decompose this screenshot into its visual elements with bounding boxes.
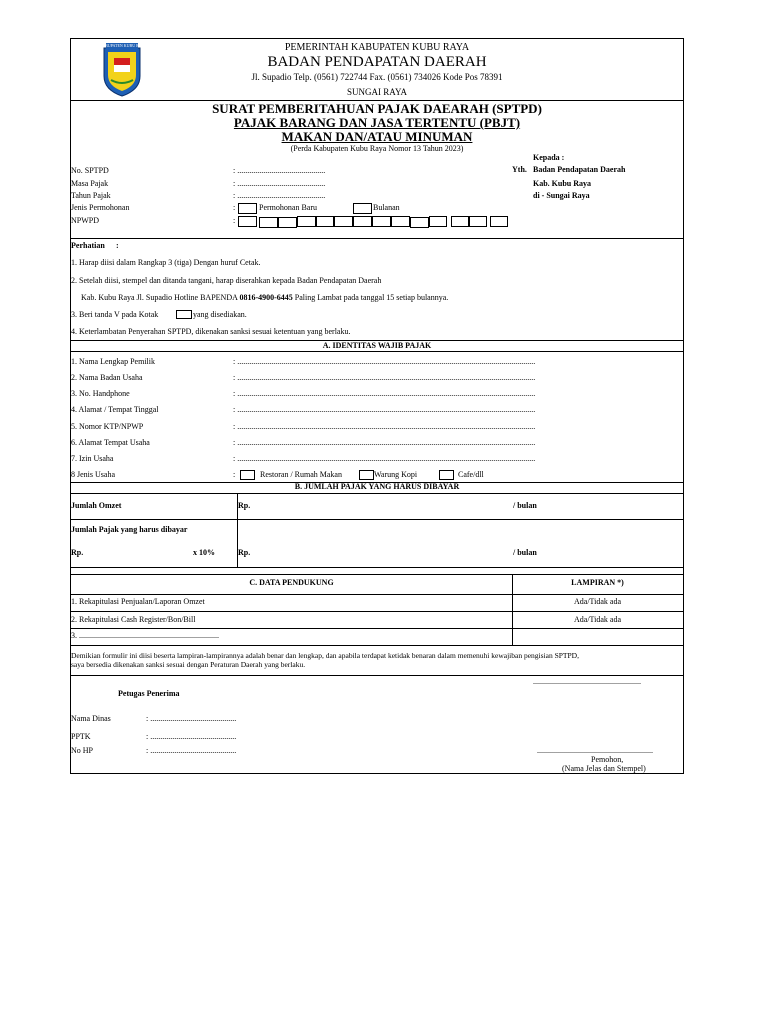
pemohon-note: (Nama Jelas dan Stempel) [562,764,646,773]
no-hp-label: No HP [71,746,94,755]
field-izin-label: 7. Izin Usaha [71,454,114,463]
masa-pajak-field[interactable]: : ............................................ [233,179,326,188]
field-ktp-label: 5. Nomor KTP/NPWP [71,422,144,431]
note-1: 1. Harap diisi dalam Rangkap 3 (tiga) Dengan huruf Cetak. [71,258,261,267]
option-cafe: Cafe/dll [458,470,484,479]
no-sptpd-field[interactable]: : ............................................ [233,166,326,175]
label-no-sptpd: No. SPTPD [71,166,109,175]
note-2: 2. Setelah diisi, stempel dan ditanda tangani, harap diserahkan kepada Badan Pendapatan Daerah [71,276,382,285]
section-b-title: B. JUMLAH PAJAK YANG HARUS DIBAYAR [294,482,460,491]
section-c-title: C. DATA PENDUKUNG [249,578,334,587]
omzet-input[interactable] [261,497,511,515]
checkbox-permohonan-baru[interactable] [238,203,257,214]
recipient-yth: Yth. [512,165,527,174]
data-row-3-label[interactable]: 3. ...................................................................... [71,631,219,640]
field-handphone-label: 3. No. Handphone [71,389,130,398]
label-masa-pajak: Masa Pajak [71,179,109,188]
note-4: 4. Keterlambatan Penyerahan SPTPD, dikenakan sanksi sesuai ketentuan yang berlaku. [71,327,351,336]
sample-checkbox [176,310,192,319]
option-restoran: Restoran / Rumah Makan [260,470,342,479]
field-jenis-usaha-label: 8 Jenis Usaha [71,470,115,479]
option-bulanan: Bulanan [373,203,400,212]
pajak-per-bulan: / bulan [513,548,537,557]
checkbox-warung-kopi[interactable] [359,470,374,480]
notes-heading-colon: : [116,241,119,250]
checkbox-restoran[interactable] [240,470,255,480]
government-name: PEMERINTAH KABUPATEN KUBU RAYA [284,42,470,53]
pajak-rp: Rp. [238,548,251,557]
field-nama-badan-label: 2. Nama Badan Usaha [71,373,143,382]
checkbox-bulanan[interactable] [353,203,372,214]
colon: : [233,216,236,225]
note-2-continued: Kab. Kubu Raya Jl. Supadio Hotline BAPENDA 0816-4900-6445 Paling Lambat pada tanggal 15 setiap bulannya. [81,293,449,302]
field-nama-pemilik-input[interactable]: : ..................................................................................................................................................... [233,357,536,366]
note-3-continued: yang disediakan. [193,310,247,319]
nama-dinas-label: Nama Dinas [71,714,111,723]
no-hp-field[interactable]: : ........................................... [146,746,237,755]
recipient-line1: Badan Pendapatan Daerah [533,165,626,174]
agency-address: Jl. Supadio Telp. (0561) 722744 Fax. (0561) 734026 Kode Pos 78391 [251,72,503,82]
form-subtitle: PAJAK BARANG DAN JASA TERTENTU (PBJT) [233,115,521,130]
data-row-1-status[interactable]: Ada/Tidak ada [573,597,622,606]
checkbox-cafe[interactable] [439,470,454,480]
date-place-field[interactable]: ...................................................... [533,677,641,686]
field-alamat-usaha-label: 6. Alamat Tempat Usaha [71,438,150,447]
label-tahun-pajak: Tahun Pajak [71,191,111,200]
notes-heading: Perhatian [71,241,105,250]
pajak-rp-left: Rp. [71,548,84,557]
pptk-label: PPTK [71,732,91,741]
omzet-per-bulan: / bulan [513,501,537,510]
pajak-label: Jumlah Pajak yang harus dibayar [71,525,188,534]
option-permohonan-baru: Permohonan Baru [259,203,317,212]
agency-name: BADAN PENDAPATAN DAERAH [267,54,487,70]
form-subtitle-2: MAKAN DAN/ATAU MINUMAN [281,129,473,144]
colon: : [233,203,236,212]
section-a-title: A. IDENTITAS WAJIB PAJAK [322,341,432,350]
label-jenis-permohonan: Jenis Permohonan [71,203,130,212]
tax-rate: x 10% [193,548,215,557]
nama-dinas-field[interactable]: : ........................................... [146,714,237,723]
omzet-label: Jumlah Omzet [71,501,122,510]
petugas-heading: Petugas Penerima [118,689,180,698]
recipient-kepada: Kepada : [533,153,565,162]
pemohon-signature-line[interactable]: .......................................................... [537,746,653,755]
field-nama-badan-input[interactable]: : ..................................................................................................................................................... [233,373,536,382]
field-ktp-input[interactable]: : ..................................................................................................................................................... [233,422,536,431]
logo-caption: KABUPATEN KUBU RAYA [99,43,147,48]
field-handphone-input[interactable]: : ..................................................................................................................................................... [233,389,536,398]
label-npwpd: NPWPD [71,216,100,225]
data-row-1-label: 1. Rekapitulasi Penjualan/Laporan Omzet [71,597,205,606]
lampiran-header: LAMPIRAN *) [571,578,624,587]
colon: : [233,470,236,479]
note-3: 3. Beri tanda V pada Kotak [71,310,159,319]
field-alamat-label: 4. Alamat / Tempat Tinggal [71,405,159,414]
field-nama-pemilik-label: 1. Nama Lengkap Pemilik [71,357,155,366]
declaration-line-2: saya bersedia dikenakan sanksi sesuai dengan Peraturan Daerah yang berlaku. [71,660,306,669]
pajak-input[interactable] [261,543,511,561]
recipient-line3: di - Sungai Raya [533,191,590,200]
data-row-2-status[interactable]: Ada/Tidak ada [573,615,622,624]
agency-city: SUNGAI RAYA [347,87,407,97]
omzet-rp: Rp. [238,501,251,510]
pemohon-label: Pemohon, [591,755,624,764]
option-warung-kopi: Warung Kopi [374,470,418,479]
pptk-field[interactable]: : ........................................... [146,732,237,741]
form-title: SURAT PEMBERITAHUAN PAJAK DAEARAH (SPTPD) [212,101,542,116]
tahun-pajak-field[interactable]: : ............................................ [233,191,326,200]
regulation-reference: (Perda Kabupaten Kubu Raya Nomor 13 Tahun 2023) [290,144,464,153]
recipient-line2: Kab. Kubu Raya [533,179,592,188]
sptpd-form [70,38,684,774]
field-alamat-usaha-input[interactable]: : ..................................................................................................................................................... [233,438,536,447]
declaration-line-1: Demikian formulir ini diisi beserta lampiran-lampirannya adalah benar dan lengkap, dan apabila terdapat ketidak benaran dalam memenuhi kewajiban pengisian SPTPD, [71,651,579,660]
field-izin-input[interactable]: : ..................................................................................................................................................... [233,454,536,463]
field-alamat-input[interactable]: : ..................................................................................................................................................... [233,405,536,414]
data-row-2-label: 2. Rekapitulasi Cash Register/Bon/Bill [71,615,196,624]
